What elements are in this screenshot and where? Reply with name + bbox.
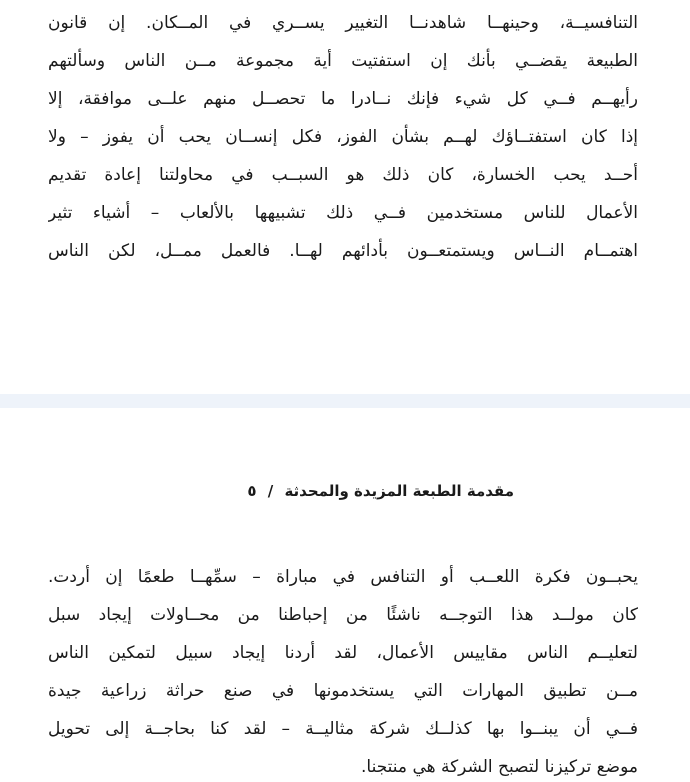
text-line: إذا كان استفتــاؤك لهــم بشأن الفوز، فكل إنســان يحب أن يفوز – ولا [48,127,638,147]
running-header-title: مقدمة الطبعة المزيدة والمحدثة [284,482,514,500]
text-line: أحــد يحب الخسارة، كان ذلك هو السبــب في محاولتنا إعادة تقديم [48,165,638,185]
text-line: اهتمــام النــاس ويستمتعــون بأدائهم لهــا. فالعمل ممــل، لكن الناس [48,241,638,261]
running-header-separator: / [267,482,274,500]
running-header [247,482,514,500]
page-gap [0,394,690,408]
top-page-body [48,4,638,270]
text-line: فــي أن يبنــوا بها كذلــك شركة مثاليــة – لقد كنا بحاجــة إلى تحويل [48,719,638,739]
bottom-page-body [48,558,638,782]
text-line: موضع تركيزنا لتصبح الشركة هي منتجنا. [360,757,638,777]
page-number: ٥ [247,482,257,500]
text-line: التنافسيــة، وحينهــا شاهدنــا التغيير يســري في المــكان. إن قانون [48,13,638,33]
text-line: لتعليــم الناس مقاييس الأعمال، لقد أردنا إيجاد سبيل لتمكين الناس [48,643,638,663]
text-line: يحبــون فكرة اللعــب أو التنافس في مباراة – سمِّهــا طعمًا إن أردت. [48,567,638,587]
text-line: الطبيعة يقضــي بأنك إن استفتيت أية مجموعة مــن الناس وسألتهم [48,51,638,71]
bottom-page [0,408,690,782]
text-line: مــن تطبيق المهارات التي يستخدمونها في صنع حراثة زراعية جيدة [48,681,638,701]
text-line: الأعمال للناس مستخدمين فــي ذلك تشبيهها بالألعاب – أشياء تثير [48,203,638,223]
text-line: كان مولــد هذا التوجــه ناشئًا من إحباطنا من محــاولات إيجاد سبل [48,605,638,625]
text-line: رأيهــم فــي كل شيء فإنك نــادرا ما تحصــل منهم علــى موافقة، إلا [48,89,638,109]
